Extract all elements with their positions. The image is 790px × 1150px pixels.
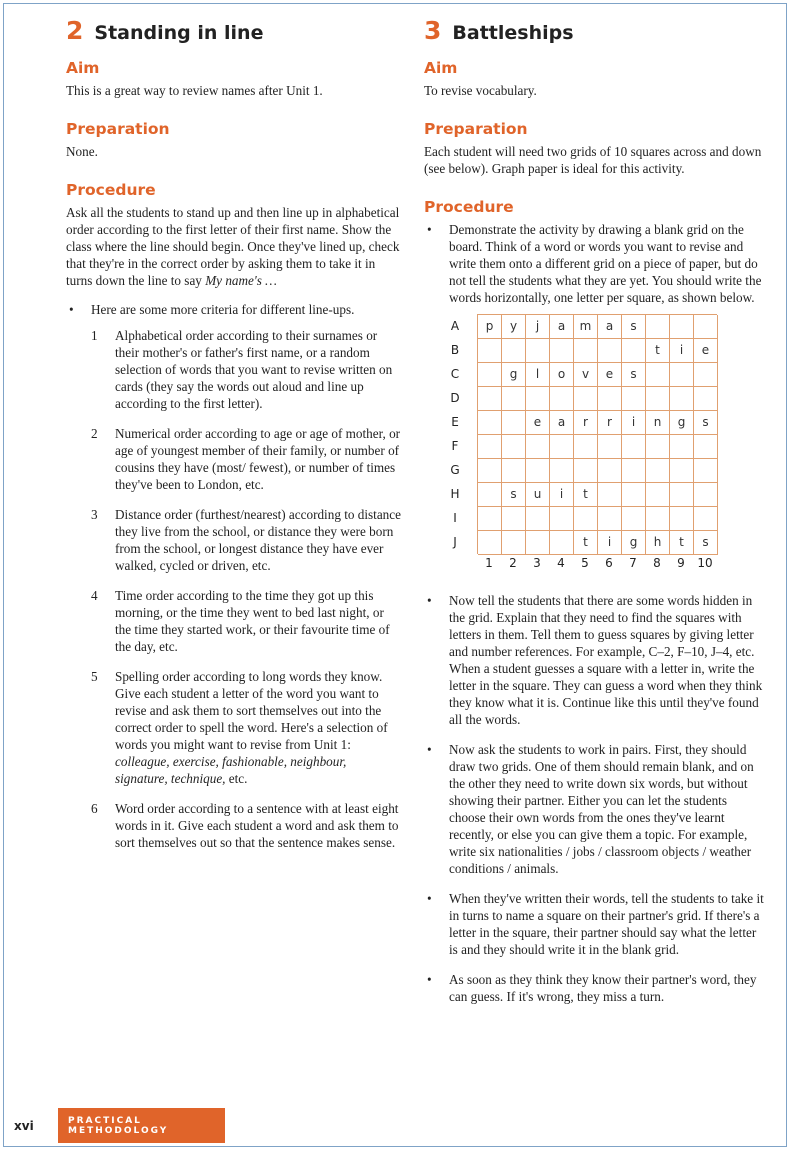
- grid-cell: [574, 339, 598, 363]
- grid-cell: [670, 387, 694, 411]
- aim-heading: Aim: [66, 59, 100, 77]
- grid-cell: a: [550, 315, 574, 339]
- grid-cell: [646, 315, 670, 339]
- grid-column-label: 10: [697, 555, 713, 570]
- grid-cell: t: [574, 531, 598, 555]
- grid-cell: [502, 531, 526, 555]
- procedure-step-text: As soon as they think they know their partner's word, they can guess. If it's wrong, they miss a turn.: [449, 972, 757, 1004]
- grid-cell: i: [670, 339, 694, 363]
- grid-cell: y: [502, 315, 526, 339]
- criteria-bullet-text: Here are some more criteria for different line-ups.: [91, 302, 355, 317]
- grid-cell: [694, 507, 718, 531]
- grid-cell: s: [622, 363, 646, 387]
- grid-column-label: 5: [581, 555, 589, 570]
- item-text: Alphabetical order according to their surnames or their mother's or father's first name, or a random selection of words that you want to revise written on cards (they say the words out aloud and line up according to the first letter).: [115, 328, 393, 411]
- grid-cell: [622, 507, 646, 531]
- grid-cell: v: [574, 363, 598, 387]
- grid-cell: [502, 411, 526, 435]
- grid-cell: [550, 339, 574, 363]
- grid-cell: [550, 387, 574, 411]
- battleships-grid-figure: [449, 312, 749, 574]
- procedure-step-text: Now tell the students that there are some words hidden in the grid. Explain that they need to find the squares with letters in them. Tell them to guess squares by giving letter and number references. For example, C–2, F–10, J–4, etc. When a student guesses a square with a letter in, write the letter in the square. They can guess a word when they think they know what it is. Continue like this until they've found all the words.: [449, 593, 763, 727]
- item-text: Spelling order according to long words they know. Give each student a letter of the word you want to revise and ask them to sort themselves out into the correct order to spell the word. Here's a selection of words you might want to revise from Unit 1:: [115, 669, 388, 752]
- grid-column-label: 3: [533, 555, 541, 570]
- grid-cell: [574, 507, 598, 531]
- grid-cell: t: [646, 339, 670, 363]
- grid-cell: [694, 387, 718, 411]
- grid-cell: [526, 531, 550, 555]
- grid-cell: [670, 459, 694, 483]
- section-heading: [66, 16, 402, 45]
- grid-cell: p: [478, 315, 502, 339]
- grid-cell: [550, 507, 574, 531]
- grid-cell: [502, 459, 526, 483]
- procedure-step-text: When they've written their words, tell the students to take it in turns to name a square on their partner's grid. If there's a letter in the square, their partner should say what the letter is and they should write it in the blank grid.: [449, 891, 764, 957]
- grid-cell: [502, 339, 526, 363]
- procedure-step-text: Now ask the students to work in pairs. First, they should draw two grids. One of them should remain blank, and on the other they need to write down six words, but without showing their partner. Either you can let the students choose their own words from the ones they've learnt recently, or else you can give them a topic. For example, write six nationalities / jobs / classroom objects / weather conditions / animals.: [449, 742, 754, 876]
- list-item: [91, 327, 402, 412]
- grid-cell: [478, 531, 502, 555]
- battleships-grid: [477, 314, 717, 554]
- grid-cell: [694, 483, 718, 507]
- grid-cell: j: [526, 315, 550, 339]
- grid-cell: [646, 507, 670, 531]
- criteria-list: [66, 301, 402, 851]
- section-battleships: [424, 16, 764, 1018]
- list-item: [91, 800, 402, 851]
- grid-cell: [670, 435, 694, 459]
- grid-cell: [550, 459, 574, 483]
- grid-cell: [622, 435, 646, 459]
- grid-cell: i: [622, 411, 646, 435]
- grid-cell: [478, 411, 502, 435]
- grid-cell: [478, 507, 502, 531]
- grid-cell: [502, 507, 526, 531]
- grid-cell: [622, 387, 646, 411]
- grid-cell: [526, 435, 550, 459]
- grid-cell: m: [574, 315, 598, 339]
- grid-row-label: G: [450, 462, 460, 477]
- grid-cell: [574, 387, 598, 411]
- grid-column-label: 8: [653, 555, 661, 570]
- grid-cell: [478, 339, 502, 363]
- grid-cell: [550, 531, 574, 555]
- item-italic: colleague, exercise, fashionable, neighbour, signature, technique,: [115, 754, 347, 786]
- footer-section-label: PRACTICAL METHODOLOGY: [58, 1108, 225, 1143]
- grid-cell: [694, 363, 718, 387]
- grid-cell: r: [598, 411, 622, 435]
- page-footer: [14, 1108, 225, 1143]
- grid-cell: [550, 435, 574, 459]
- item-number: 4: [91, 588, 98, 603]
- procedure-step-text: Demonstrate the activity by drawing a blank grid on the board. Think of a word or words you want to revise and write them onto a different grid on a piece of paper, but do not tell the students what they are yet. You should write the words horizontally, one letter per square, as shown below.: [449, 222, 762, 305]
- grid-cell: t: [670, 531, 694, 555]
- grid-cell: [670, 363, 694, 387]
- grid-cell: i: [598, 531, 622, 555]
- grid-row-label: J: [453, 534, 457, 549]
- grid-cell: r: [574, 411, 598, 435]
- grid-cell: [598, 483, 622, 507]
- section-standing-in-line: [66, 16, 402, 864]
- section-heading: [424, 16, 764, 45]
- grid-cell: s: [694, 531, 718, 555]
- list-item: [66, 301, 402, 851]
- procedure-intro-text: Ask all the students to stand up and then line up in alphabetical order according to the first letter of their first name. Show the class where the line should begin. Once they've lined up, check that they're in the correct order by asking them to take it in turns down the line to say: [66, 205, 400, 288]
- item-number: 3: [91, 507, 98, 522]
- grid-cell: e: [526, 411, 550, 435]
- aim-text: This is a great way to review names after Unit 1.: [66, 83, 323, 98]
- grid-cell: u: [526, 483, 550, 507]
- grid-row-label: B: [450, 342, 460, 357]
- grid-cell: [670, 315, 694, 339]
- grid-cell: [502, 387, 526, 411]
- page-number: xvi: [14, 1118, 34, 1133]
- grid-cell: [646, 459, 670, 483]
- grid-cell: t: [574, 483, 598, 507]
- procedure-intro: [66, 204, 402, 289]
- grid-cell: [574, 435, 598, 459]
- grid-cell: [478, 435, 502, 459]
- grid-cell: e: [598, 363, 622, 387]
- grid-cell: [646, 483, 670, 507]
- procedure-intro-italic: My name's …: [205, 273, 277, 288]
- list-item: [91, 587, 402, 655]
- list-item: [424, 592, 764, 728]
- item-number: 5: [91, 669, 98, 684]
- item-number: 6: [91, 801, 98, 816]
- list-item: [424, 221, 764, 574]
- grid-cell: [670, 483, 694, 507]
- grid-cell: [526, 339, 550, 363]
- grid-column-label: 2: [509, 555, 517, 570]
- procedure-heading: Procedure: [66, 181, 156, 199]
- grid-cell: [478, 459, 502, 483]
- aim-text: To revise vocabulary.: [424, 83, 537, 98]
- grid-cell: a: [550, 411, 574, 435]
- grid-cell: [694, 435, 718, 459]
- list-item: [424, 971, 764, 1005]
- grid-cell: g: [670, 411, 694, 435]
- grid-cell: [646, 363, 670, 387]
- grid-cell: s: [502, 483, 526, 507]
- grid-row-label: I: [453, 510, 457, 525]
- grid-row-label: F: [451, 438, 459, 453]
- item-text: Distance order (furthest/nearest) according to distance they live from the school, or distance they were born from the school, or longest distance they have ever walked, cycled or driven, etc.: [115, 507, 401, 573]
- item-text: Numerical order according to age or age of mother, or age of youngest member of their family, or number of cousins they have (most/ fewest), or number of times they've been to London, etc.: [115, 426, 401, 492]
- grid-cell: s: [694, 411, 718, 435]
- grid-cell: [646, 435, 670, 459]
- grid-cell: [502, 435, 526, 459]
- list-item: [91, 668, 402, 787]
- section-title: Standing in line: [94, 22, 264, 44]
- grid-row-label: A: [450, 318, 460, 333]
- list-item: [424, 890, 764, 958]
- grid-cell: [622, 459, 646, 483]
- list-item: [91, 425, 402, 493]
- grid-cell: [598, 459, 622, 483]
- section-number: 2: [66, 16, 84, 45]
- section-number: 3: [424, 16, 442, 45]
- grid-cell: [526, 459, 550, 483]
- grid-cell: g: [622, 531, 646, 555]
- list-item: [424, 741, 764, 877]
- procedure-list: [424, 221, 764, 1005]
- grid-cell: [598, 435, 622, 459]
- criteria-numbered-list: [91, 327, 402, 851]
- grid-row-label: E: [451, 414, 459, 429]
- grid-cell: [574, 459, 598, 483]
- item-number: 1: [91, 328, 98, 343]
- grid-cell: [670, 507, 694, 531]
- grid-cell: g: [502, 363, 526, 387]
- grid-cell: [478, 387, 502, 411]
- procedure-heading: Procedure: [424, 198, 514, 216]
- grid-cell: s: [622, 315, 646, 339]
- preparation-text: Each student will need two grids of 10 squares across and down (see below). Graph paper is ideal for this activity.: [424, 144, 762, 176]
- grid-column-label: 6: [605, 555, 613, 570]
- grid-column-label: 7: [629, 555, 637, 570]
- grid-cell: [526, 387, 550, 411]
- grid-cell: l: [526, 363, 550, 387]
- item-text: Time order according to the time they got up this morning, or the time they went to bed last night, or the time they started work, or their favourite time of the day, etc.: [115, 588, 390, 654]
- grid-cell: [622, 339, 646, 363]
- section-title: Battleships: [452, 22, 574, 44]
- grid-cell: [526, 507, 550, 531]
- grid-cell: [478, 483, 502, 507]
- grid-cell: [598, 339, 622, 363]
- grid-row-label: D: [450, 390, 460, 405]
- aim-heading: Aim: [424, 59, 458, 77]
- preparation-heading: Preparation: [424, 120, 528, 138]
- item-number: 2: [91, 426, 98, 441]
- grid-column-label: 1: [485, 555, 493, 570]
- grid-cell: [646, 387, 670, 411]
- grid-column-label: 9: [677, 555, 685, 570]
- grid-cell: o: [550, 363, 574, 387]
- grid-cell: e: [694, 339, 718, 363]
- grid-cell: [694, 315, 718, 339]
- grid-cell: [598, 387, 622, 411]
- preparation-text: None.: [66, 144, 98, 159]
- preparation-heading: Preparation: [66, 120, 170, 138]
- grid-cell: a: [598, 315, 622, 339]
- grid-cell: h: [646, 531, 670, 555]
- grid-cell: i: [550, 483, 574, 507]
- grid-row-label: H: [450, 486, 460, 501]
- grid-cell: [694, 459, 718, 483]
- grid-column-label: 4: [557, 555, 565, 570]
- grid-cell: [598, 507, 622, 531]
- grid-cell: [478, 363, 502, 387]
- grid-row-label: C: [450, 366, 460, 381]
- item-tail: etc.: [225, 771, 248, 786]
- grid-cell: n: [646, 411, 670, 435]
- item-text: Word order according to a sentence with at least eight words in it. Give each student a word and ask them to sort themselves out so that the sentence makes sense.: [115, 801, 399, 850]
- grid-cell: [622, 483, 646, 507]
- list-item: [91, 506, 402, 574]
